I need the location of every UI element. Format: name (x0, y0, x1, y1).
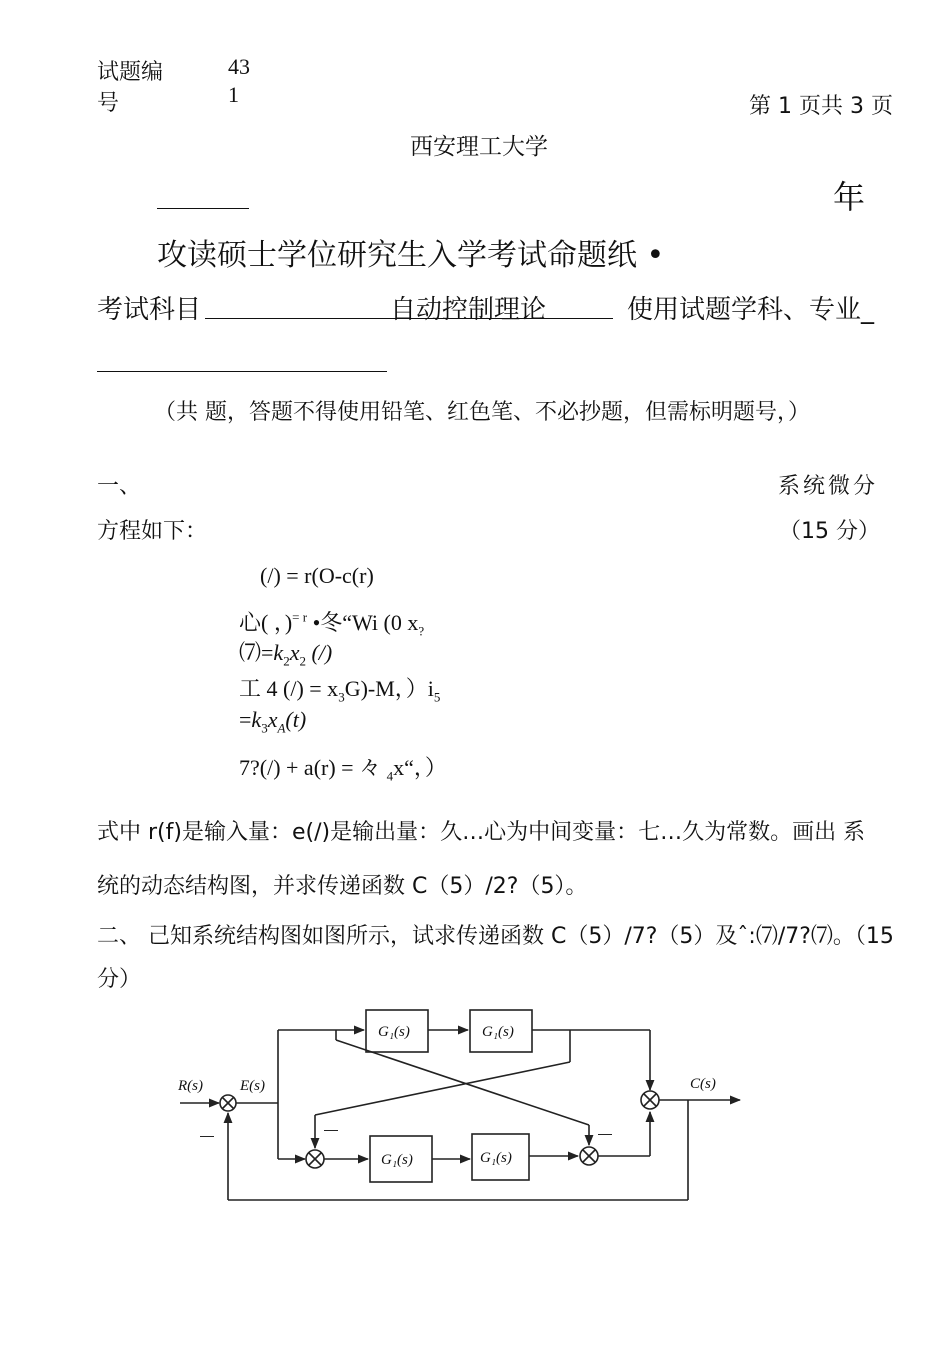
subject-label: 考试科目 (97, 295, 202, 325)
minus-sign-lower-right: — (598, 1125, 612, 1141)
q2-line2: 分） (97, 967, 142, 992)
exam-code-value-line1: 43 (228, 54, 250, 79)
subject-value: 自动控制理论 (390, 295, 547, 325)
q1-score: （15 分） (779, 519, 880, 544)
equation-3: $⑺=k_2x_2$ (/) (239, 640, 333, 669)
block-label-bottom-left: G₁(s) (381, 1152, 413, 1168)
block-label-bottom-right: G₁(s) (480, 1150, 512, 1166)
input-label: R(s) (178, 1078, 203, 1094)
q1-right-text: 系统微分 (778, 474, 879, 499)
equation-2: 心( ，)$^{= r}$ •冬“Wi (0 $x_?$ (239, 609, 425, 639)
q1-number: 一、 (97, 474, 142, 499)
exam-code-value-line2: 1 (228, 82, 239, 107)
output-label: C(s) (690, 1076, 716, 1092)
block-label-top-left: G₁(s) (378, 1024, 410, 1040)
equation-6: 7?(/) + a(r) = 々 $_4$x“，） (239, 755, 447, 784)
major-label: 使用试题学科、专业_ (627, 295, 875, 325)
q1-description-line2: 统的动态结构图，并求传递函数 C（5）/2?（5）。 (97, 874, 588, 899)
minus-sign-main: — (200, 1127, 214, 1143)
q1-line2: 方程如下： (97, 519, 208, 544)
exam-code-label: 试题编号 (97, 60, 164, 116)
q2-line1: 二、 己知系统结构图如图所示，试求传递函数 C（5）/7?（5）及ˆ:⑺/7?⑺。（15 (97, 924, 894, 949)
year-char: 年 (833, 178, 866, 216)
instructions: （共 题，答题不得使用铅笔、红色笔、不必抄题，但需标明题号，） (154, 400, 810, 425)
minus-sign-lower-left: — (324, 1121, 338, 1137)
block-label-top-right: G₁(s) (482, 1024, 514, 1040)
equation-4: 工 4 (/) = $x_3G)-M$，）$i_5$ (239, 676, 441, 705)
page-info: 第 1 页共 3 页 (749, 94, 893, 119)
university-name: 西安理工大学 (410, 134, 548, 160)
equation-1: (/) = r(O-c(r) (260, 563, 374, 588)
equation-5: $=k_3x_A(t)$ (239, 707, 307, 736)
error-label: E(s) (240, 1078, 265, 1094)
exam-title: 攻读硕士学位研究生入学考试命题纸 • (157, 238, 665, 273)
q1-description-line1: 式中 r(f)是输入量：e(/)是输出量：久…心为中间变量：七…久为常数。画出 系 (97, 820, 866, 845)
